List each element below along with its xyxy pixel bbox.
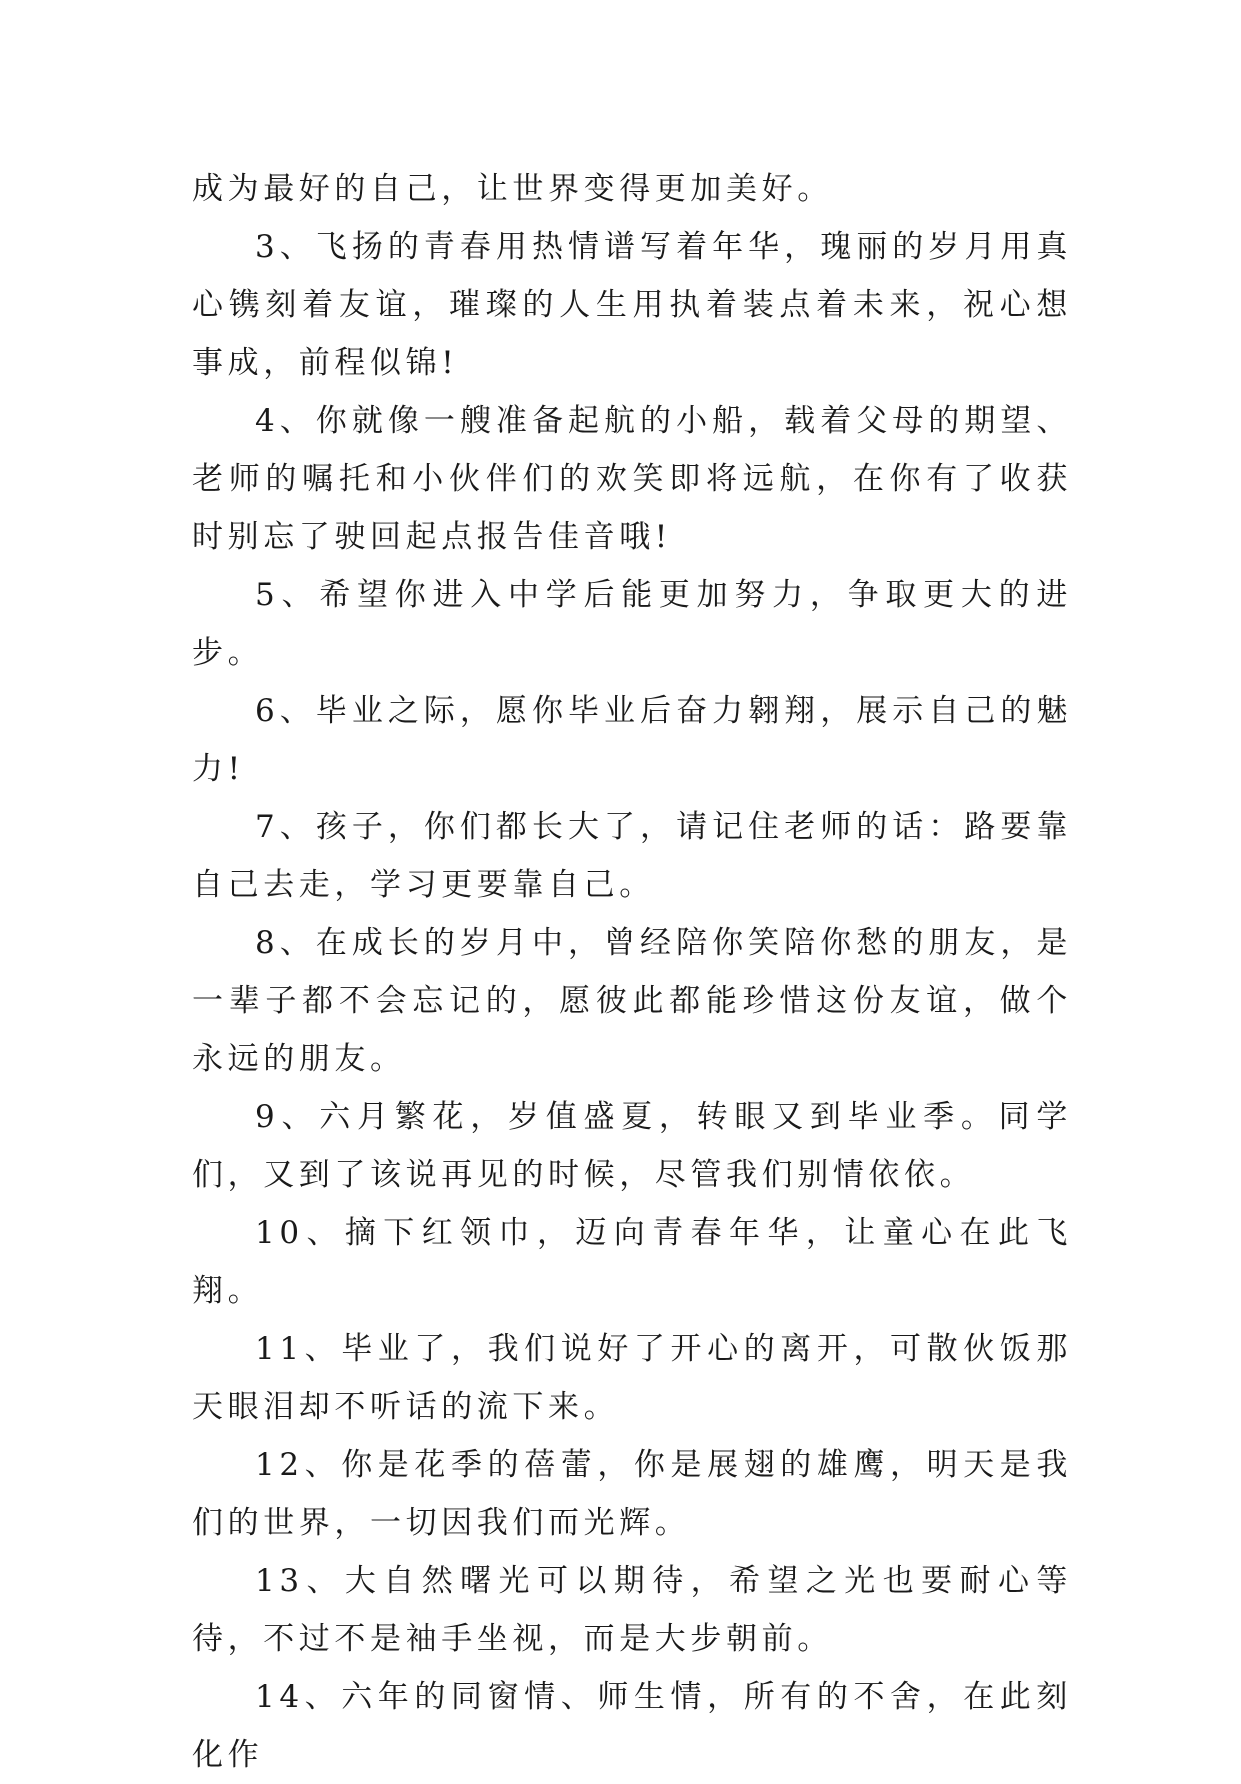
paragraph-item-12: 12、你是花季的蓓蕾，你是展翅的雄鹰，明天是我们的世界，一切因我们而光辉。 <box>192 1447 1072 1541</box>
paragraph-item-10: 10、摘下红领巾，迈向青春年华，让童心在此飞翔。 <box>192 1215 1072 1309</box>
paragraph-item-5: 5、希望你进入中学后能更加努力，争取更大的进步。 <box>192 577 1072 671</box>
paragraph-continuation: 成为最好的自己，让世界变得更加美好。 <box>192 171 833 207</box>
paragraph-item-14: 14、六年的同窗情、师生情，所有的不舍，在此刻化作 <box>192 1679 1072 1773</box>
paragraph-item-4: 4、你就像一艘准备起航的小船，载着父母的期望、老师的嘱托和小伙伴们的欢笑即将远航，在你有了收获时别忘了驶回起点报告佳音哦! <box>192 403 1072 555</box>
paragraph-item-13: 13、大自然曙光可以期待，希望之光也要耐心等待，不过不是袖手坐视，而是大步朝前。 <box>192 1563 1072 1657</box>
paragraph-item-9: 9、六月繁花，岁值盛夏，转眼又到毕业季。同学们，又到了该说再见的时候，尽管我们别情依依。 <box>192 1099 1072 1193</box>
paragraph-item-7: 7、孩子，你们都长大了，请记住老师的话：路要靠自己去走，学习更要靠自己。 <box>192 809 1072 903</box>
document-body <box>192 160 1072 1784</box>
paragraph-item-11: 11、毕业了，我们说好了开心的离开，可散伙饭那天眼泪却不听话的流下来。 <box>192 1331 1072 1425</box>
paragraph-item-8: 8、在成长的岁月中，曾经陪你笑陪你愁的朋友，是一辈子都不会忘记的，愿彼此都能珍惜这份友谊，做个永远的朋友。 <box>192 925 1072 1077</box>
paragraph-item-3: 3、飞扬的青春用热情谱写着年华，瑰丽的岁月用真心镌刻着友谊，璀璨的人生用执着装点着未来，祝心想事成，前程似锦! <box>192 229 1072 381</box>
paragraph-item-6: 6、毕业之际，愿你毕业后奋力翱翔，展示自己的魅力! <box>192 693 1072 787</box>
